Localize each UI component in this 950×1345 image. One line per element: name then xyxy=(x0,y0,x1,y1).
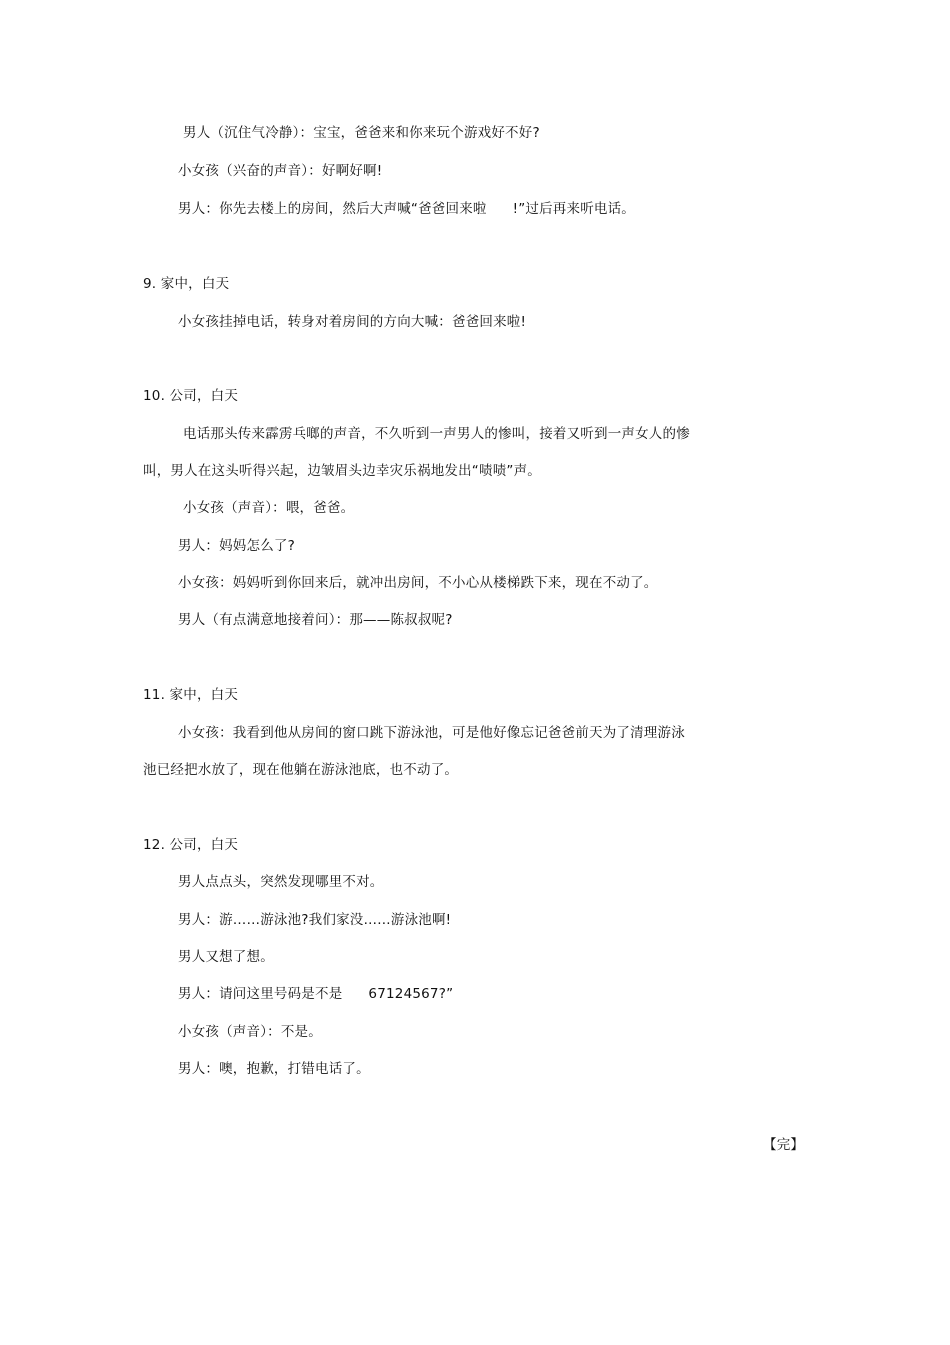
scene-heading-10: 10. 公司，白天 xyxy=(143,388,239,404)
dialogue-man-ask-mom: 男人：妈妈怎么了? xyxy=(178,538,295,554)
dialogue-man-calm: 男人（沉住气冷静）：宝宝，爸爸来和你来玩个游戏好不好? xyxy=(183,125,540,141)
phone-number: 67124567?” xyxy=(368,986,454,1002)
dialogue-girl-pool-line2: 池已经把水放了，现在他躺在游泳池底，也不动了。 xyxy=(143,762,459,778)
dialogue-girl-excited: 小女孩（兴奋的声音）：好啊好啊! xyxy=(178,163,383,179)
dialogue-man-sorry: 男人：噢，抱歉，打错电话了。 xyxy=(178,1061,370,1077)
action-girl-hangs-up: 小女孩挂掉电话，转身对着房间的方向大喊：爸爸回来啦! xyxy=(178,314,527,330)
action-phone-noise-line1: 电话那头传来霹雳乓啷的声音，不久听到一声男人的惨叫，接着又听到一声女人的惨 xyxy=(183,426,690,442)
dialogue-girl-mom-fell: 小女孩：妈妈听到你回来后，就冲出房间，不小心从楼梯跌下来，现在不动了。 xyxy=(178,575,658,591)
dialogue-man-ask-number-part1: 男人：请问这里号码是不是 xyxy=(178,986,343,1002)
dialogue-girl-pool-line1: 小女孩：我看到他从房间的窗口跳下游泳池，可是他好像忘记爸爸前天为了清理游泳 xyxy=(178,725,685,741)
dialogue-girl-hello: 小女孩（声音）：喂，爸爸。 xyxy=(183,500,355,516)
action-man-nods: 男人点点头，突然发现哪里不对。 xyxy=(178,874,384,890)
dialogue-girl-no: 小女孩（声音）：不是。 xyxy=(178,1024,322,1040)
dialogue-man-ask-uncle: 男人（有点满意地接着问）：那——陈叔叔呢? xyxy=(178,612,453,628)
dialogue-man-instruction xyxy=(178,200,635,218)
dialogue-man-instruction-part2: !”过后再来听电话。 xyxy=(512,201,635,217)
scene-heading-9: 9. 家中，白天 xyxy=(143,276,230,292)
dialogue-man-no-pool: 男人：游……游泳池?我们家没……游泳池啊! xyxy=(178,912,452,928)
end-mark: 【完】 xyxy=(763,1137,805,1153)
action-phone-noise-line2: 叫，男人在这头听得兴起，边皱眉头边幸灾乐祸地发出“啧啧”声。 xyxy=(143,463,541,479)
dialogue-man-instruction-part1: 男人：你先去楼上的房间，然后大声喊“爸爸回来啦 xyxy=(178,201,487,217)
scene-heading-11: 11. 家中，白天 xyxy=(143,687,239,703)
scene-heading-12: 12. 公司，白天 xyxy=(143,837,239,853)
action-man-thinks: 男人又想了想。 xyxy=(178,949,274,965)
dialogue-man-ask-number xyxy=(178,985,453,1003)
